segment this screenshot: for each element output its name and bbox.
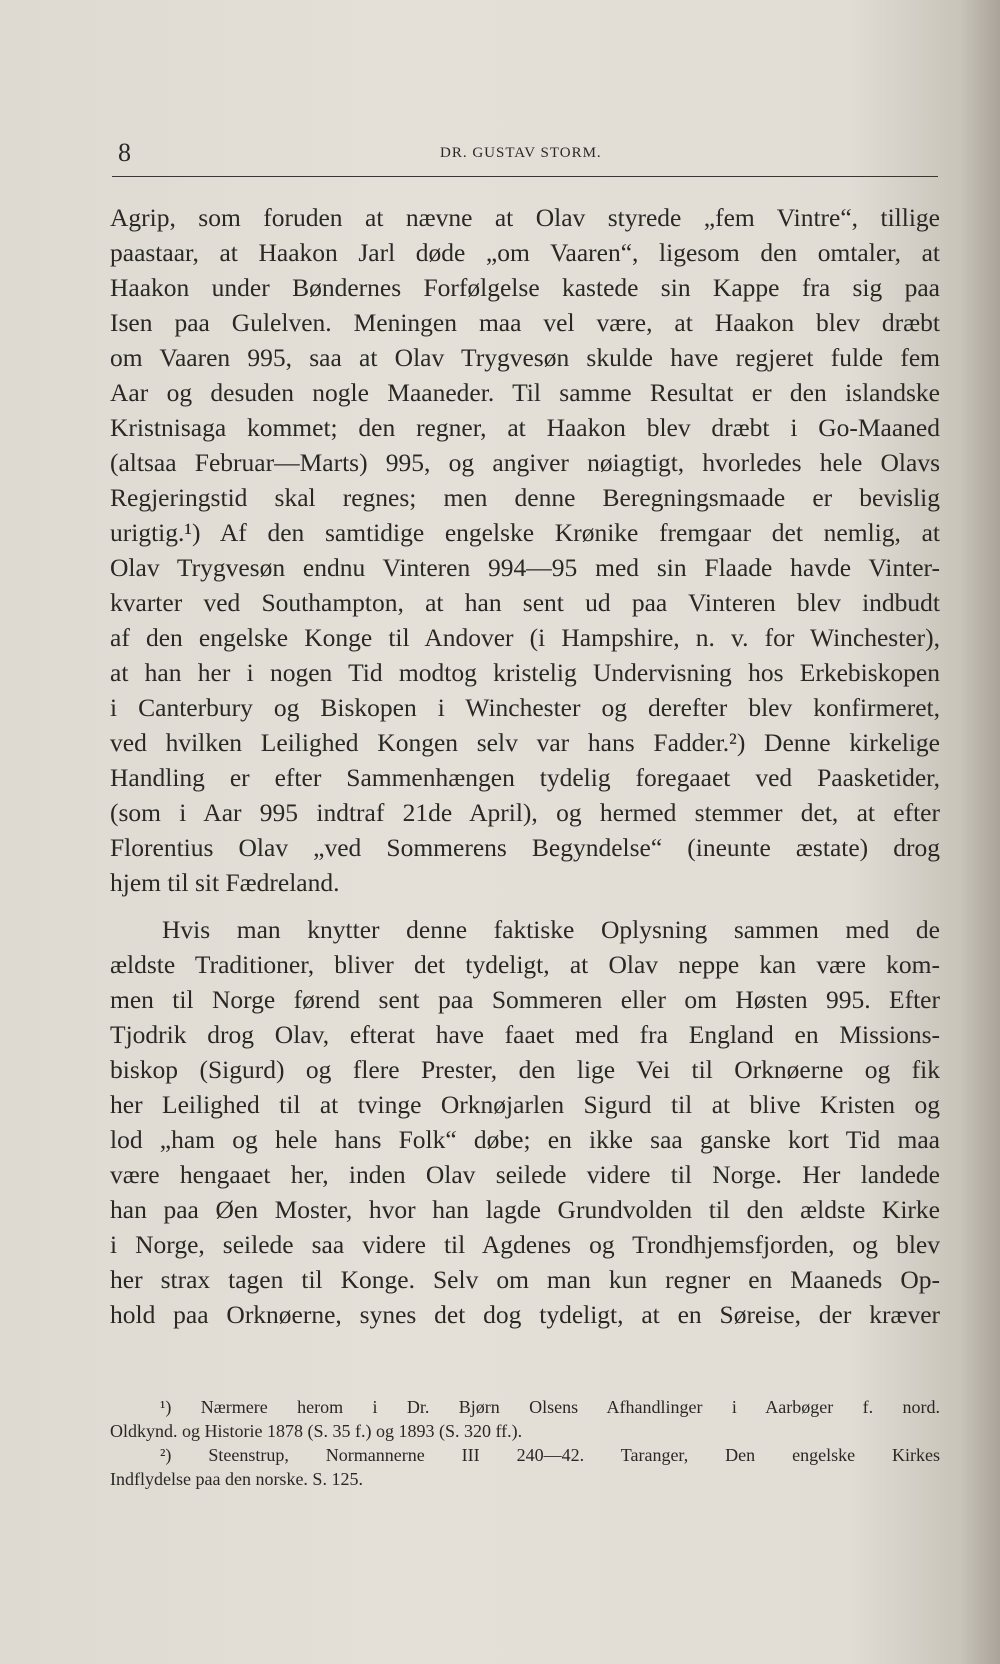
body-line: ældste Traditioner, bliver det tydeligt, at Olav neppe kan være kom- <box>110 950 940 979</box>
header-rule <box>112 176 938 177</box>
body-line: lod „ham og hele hans Folk“ døbe; en ikke saa ganske kort Tid maa <box>110 1125 940 1154</box>
footnote-line: ²) Steenstrup, Normannerne III 240—42. Taranger, Den engelske Kirkes <box>160 1445 940 1465</box>
body-line: her strax tagen til Konge. Selv om man kun regner en Maaneds Op- <box>110 1265 940 1294</box>
body-line: Florentius Olav „ved Sommerens Begyndelse“ (ineunte æstate) drog <box>110 833 940 862</box>
body-line: paastaar, at Haakon Jarl døde „om Vaaren“, ligesom den omtaler, at <box>110 238 940 267</box>
body-line: Haakon under Bøndernes Forfølgelse kastede sin Kappe fra sig paa <box>110 273 940 302</box>
body-line: i Canterbury og Biskopen i Winchester og derefter blev konfirmeret, <box>110 693 940 722</box>
body-line: Agrip, som foruden at nævne at Olav styrede „fem Vintre“, tillige <box>110 203 940 232</box>
body-line: om Vaaren 995, saa at Olav Trygvesøn skulde have regjeret fulde fem <box>110 343 940 372</box>
footnote-line: Oldkynd. og Historie 1878 (S. 35 f.) og 1893 (S. 320 ff.). <box>110 1421 523 1441</box>
page-number: 8 <box>118 138 131 167</box>
body-line: Olav Trygvesøn endnu Vinteren 994—95 med sin Flaade havde Vinter- <box>110 553 940 582</box>
body-line: hold paa Orknøerne, synes det dog tydeligt, at en Søreise, der kræver <box>110 1300 940 1329</box>
body-line: være hengaaet her, inden Olav seilede videre til Norge. Her landede <box>110 1160 940 1189</box>
body-line: Aar og desuden nogle Maaneder. Til samme Resultat er den islandske <box>110 378 940 407</box>
body-line: Kristnisaga kommet; den regner, at Haakon blev dræbt i Go-Maaned <box>110 413 940 442</box>
footnote-line: ¹) Nærmere herom i Dr. Bjørn Olsens Afhandlinger i Aarbøger f. nord. <box>160 1397 940 1417</box>
paragraph-start-line: Hvis man knytter denne faktiske Oplysning sammen med de <box>162 915 940 944</box>
body-line: kvarter ved Southampton, at han sent ud paa Vinteren blev indbudt <box>110 588 940 617</box>
body-line: (som i Aar 995 indtraf 21de April), og hermed stemmer det, at efter <box>110 798 940 827</box>
body-line: urigtig.¹) Af den samtidige engelske Krønike fremgaar det nemlig, at <box>110 518 940 547</box>
body-line: biskop (Sigurd) og flere Prester, den lige Vei til Orknøerne og fik <box>110 1055 940 1084</box>
body-line: ved hvilken Leilighed Kongen selv var hans Fadder.²) Denne kirkelige <box>110 728 940 757</box>
body-line: Handling er efter Sammenhængen tydelig foregaaet ved Paasketider, <box>110 763 940 792</box>
body-line: af den engelske Konge til Andover (i Hampshire, n. v. for Winchester), <box>110 623 940 652</box>
footnotes <box>110 1395 940 1491</box>
body-line: i Norge, seilede saa videre til Agdenes og Trondhjemsfjorden, og blev <box>110 1230 940 1259</box>
running-head: DR. GUSTAV STORM. <box>440 145 602 161</box>
body-text <box>110 200 940 1332</box>
footnote-line: Indflydelse paa den norske. S. 125. <box>110 1469 363 1489</box>
body-line: Tjodrik drog Olav, efterat have faaet med fra England en Missions- <box>110 1020 940 1049</box>
body-line: men til Norge førend sent paa Sommeren eller om Høsten 995. Efter <box>110 985 940 1014</box>
body-line: (altsaa Februar—Marts) 995, og angiver nøiagtigt, hvorledes hele Olavs <box>110 448 940 477</box>
paragraph-spacer <box>110 900 940 912</box>
body-line: her Leilighed til at tvinge Orknøjarlen Sigurd til at blive Kristen og <box>110 1090 940 1119</box>
body-line: Regjeringstid skal regnes; men denne Beregningsmaade er bevislig <box>110 483 940 512</box>
body-line: Isen paa Gulelven. Meningen maa vel være, at Haakon blev dræbt <box>110 308 940 337</box>
paragraph-end-line: hjem til sit Fædreland. <box>110 868 340 897</box>
body-line: han paa Øen Moster, hvor han lagde Grundvolden til den ældste Kirke <box>110 1195 940 1224</box>
body-line: at han her i nogen Tid modtog kristelig Undervisning hos Erkebiskopen <box>110 658 940 687</box>
